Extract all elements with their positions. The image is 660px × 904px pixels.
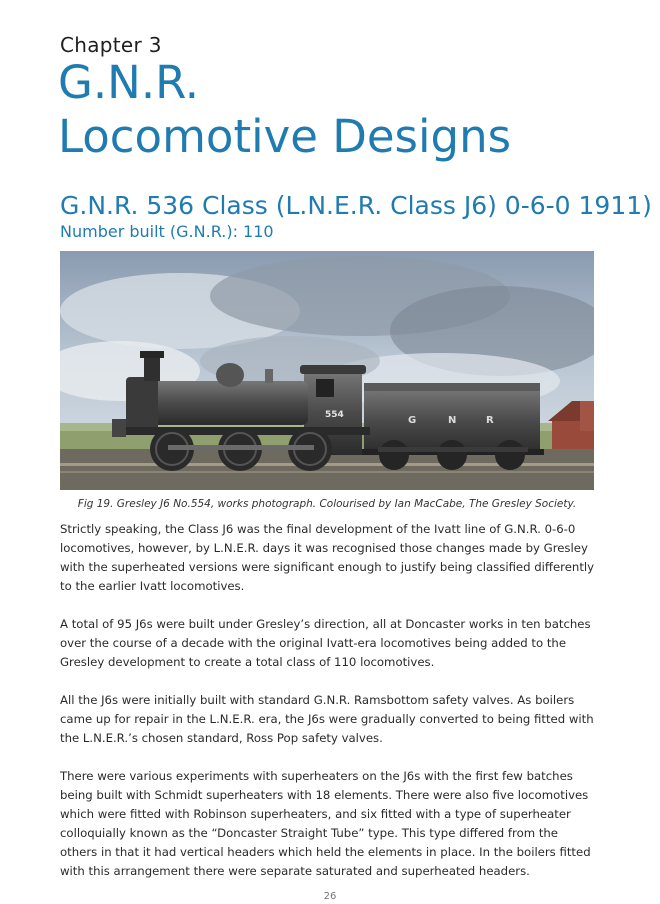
- section-title: G.N.R. 536 Class (L.N.E.R. Class J6) 0-6-0 1911): [60, 191, 652, 220]
- number-built: Number built (G.N.R.): 110: [60, 222, 274, 241]
- chapter-label: Chapter 3: [60, 33, 162, 57]
- title-line-2: Locomotive Designs: [58, 110, 512, 163]
- figure-caption: Fig 19. Gresley J6 No.554, works photograph. Colourised by Ian MacCabe, The Gresley Society.: [77, 498, 577, 510]
- page-title: [58, 56, 511, 164]
- locomotive-photo: [60, 251, 594, 490]
- paragraph-1: Strictly speaking, the Class J6 was the final development of the Ivatt line of G.N.R. 0-6-0 locomotives, however, by L.N.E.R. days it was recognised those changes made by Gresley with the superheated versions were significant enough to justify being classified differently to the earlier Ivatt locomotives.: [60, 522, 595, 593]
- loco-number: 554: [325, 410, 344, 420]
- tender-letter-r: R: [486, 415, 494, 426]
- title-line-1: G.N.R.: [58, 56, 200, 109]
- page-number: 26: [323, 891, 337, 902]
- paragraph-3: All the J6s were initially built with standard G.N.R. Ramsbottom safety valves. As boilers came up for repair in the L.N.E.R. era, the J6s were gradually converted to being fitted with the L.N.E.R.’s chosen standard, Ross Pop safety valves.: [60, 693, 594, 745]
- tender-letter-n: N: [448, 415, 457, 426]
- body-text: [60, 520, 596, 900]
- paragraph-2: A total of 95 J6s were built under Gresley’s direction, all at Doncaster works in ten batches over the course of a decade with the original Ivatt-era locomotives being added to the Gresley development to create a total class of 110 locomotives.: [60, 617, 591, 669]
- tender-letter-g: G: [408, 415, 417, 426]
- paragraph-4: There were various experiments with superheaters on the J6s with the first few batches being built with Schmidt superheaters with 18 elements. There were also five locomotives which were fitted with Robinson superheaters, and six fitted with a type of superheater colloquially known as the “Doncaster Straight Tube” type. This type differed from the others in that it had vertical headers which held the elements in place. In the boilers fitted with this arrangement there were separate saturated and superheated headers.: [60, 769, 591, 878]
